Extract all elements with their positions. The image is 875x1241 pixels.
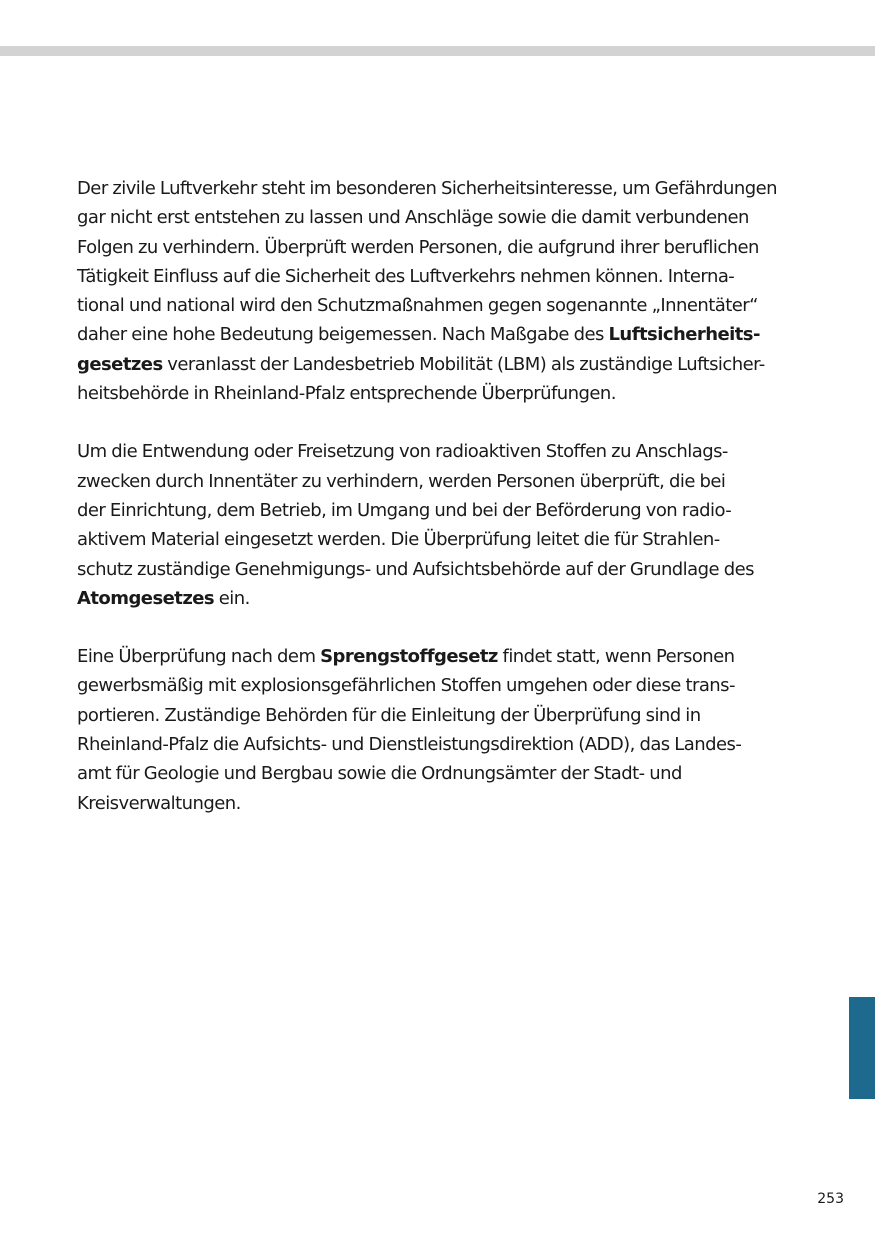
paragraph-explosives — [77, 642, 802, 818]
text-run: Rheinland-Pfalz die Aufsichts- und Dienstleistungsdirektion (ADD), das Landes- — [77, 734, 742, 756]
text-run: gar nicht erst entstehen zu lassen und Anschläge sowie die damit verbundenen — [77, 207, 749, 229]
text-run: Der zivile Luftverkehr steht im besonderen Sicherheitsinteresse, um Gefährdungen — [77, 178, 778, 199]
text-run: aktivem Material eingesetzt werden. Die Überprüfung leitet die für Strahlen- — [77, 529, 720, 551]
text-run: Kreisverwaltungen. — [77, 792, 241, 814]
top-divider-bar — [0, 46, 875, 56]
text-run: Tätigkeit Einfluss auf die Sicherheit des Luftverkehrs nehmen können. Interna- — [77, 265, 735, 287]
page-number: 253 — [817, 1191, 844, 1207]
text-run: gewerbsmäßig mit explosionsgefährlichen Stoffen umgehen oder diese trans- — [77, 675, 735, 697]
paragraph-radioactive-materials — [77, 437, 802, 613]
text-run: amt für Geologie und Bergbau sowie die Ordnungsämter der Stadt- und — [77, 763, 682, 785]
text-run: Folgen zu verhindern. Überprüft werden Personen, die aufgrund ihrer beruflichen — [77, 236, 759, 258]
text-run: portieren. Zuständige Behörden für die Einleitung der Überprüfung sind in — [77, 704, 701, 726]
text-run: der Einrichtung, dem Betrieb, im Umgang und bei der Beförderung von radio- — [77, 499, 732, 521]
text-run: tional und national wird den Schutzmaßnahmen gegen sogenannte „Innentäter“ — [77, 295, 758, 317]
text-run: heitsbehörde in Rheinland-Pfalz entsprechende Überprüfungen. — [77, 383, 616, 405]
text-run: ein. — [214, 587, 250, 609]
bold-term: Sprengstoffgesetz — [320, 646, 498, 668]
text-run: findet statt, wenn Personen — [497, 646, 735, 668]
paragraph-aviation-security — [77, 174, 802, 408]
bold-term: Atomgesetzes — [77, 587, 215, 609]
bold-term: gesetzes — [77, 353, 163, 375]
chapter-side-tab — [849, 997, 875, 1099]
text-run: veranlasst der Landesbetrieb Mobilität (LBM) als zuständige Luftsicher- — [162, 353, 765, 375]
bold-term: Luftsicherheits- — [608, 324, 760, 346]
body-text — [77, 174, 802, 847]
text-run: daher eine hohe Bedeutung beigemessen. Nach Maßgabe des — [77, 324, 609, 346]
text-run: schutz zuständige Genehmigungs- und Aufsichtsbehörde auf der Grundlage des — [77, 558, 754, 580]
text-run: zwecken durch Innentäter zu verhindern, werden Personen überprüft, die bei — [77, 470, 726, 492]
text-run: Eine Überprüfung nach dem — [77, 646, 321, 668]
text-run: Um die Entwendung oder Freisetzung von radioaktiven Stoffen zu Anschlags- — [77, 441, 728, 463]
